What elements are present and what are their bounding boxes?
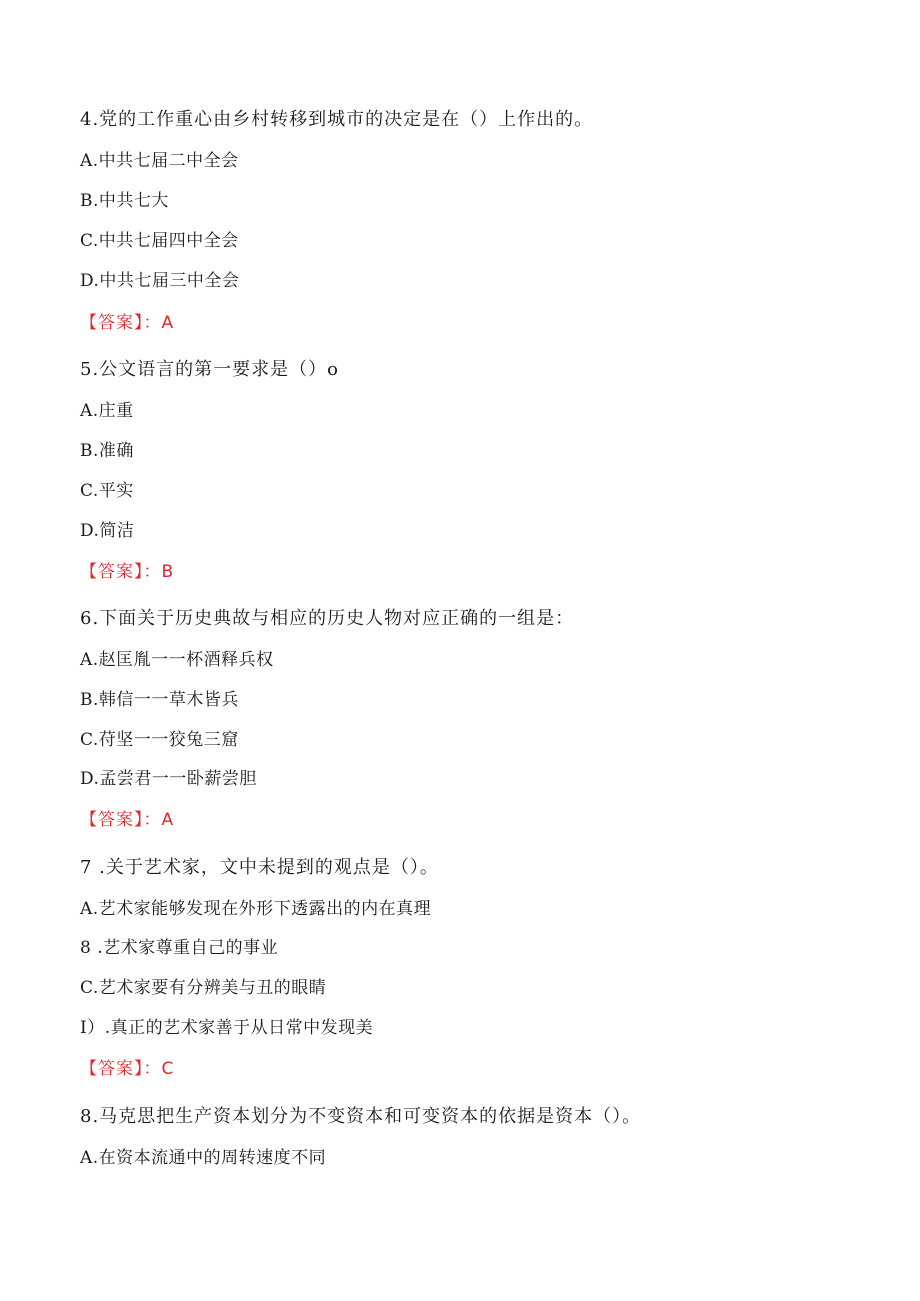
option-6b: B.韩信一一草木皆兵 <box>80 690 239 710</box>
option-6a: A.赵匡胤一一杯酒释兵权 <box>80 650 274 670</box>
answer-5: 【答案】：B <box>80 562 175 582</box>
answer-4: 【答案】：A <box>80 313 175 333</box>
question-7: 7 .关于艺术家，文中未提到的观点是（）。 <box>80 857 439 878</box>
option-5a: A.庄重 <box>80 401 134 421</box>
option-4a: A.中共七届二中全会 <box>80 151 239 171</box>
option-7b: 8 .艺术家尊重自己的事业 <box>80 938 279 958</box>
question-8: 8.马克思把生产资本划分为不变资本和可变资本的依据是资本（）。 <box>80 1106 642 1127</box>
option-5c: C.平实 <box>80 481 134 501</box>
answer-6: 【答案】：A <box>80 810 175 830</box>
option-7d: I）.真正的艺术家善于从日常中发现美 <box>80 1018 374 1038</box>
option-6c: C.苻坚一一狡兔三窟 <box>80 730 239 750</box>
question-5: 5.公文语言的第一要求是（）o <box>80 359 340 380</box>
option-4d: D.中共七届三中全会 <box>80 271 240 291</box>
option-7a: A.艺术家能够发现在外形下透露出的内在真理 <box>80 899 432 919</box>
answer-7: 【答案】：C <box>80 1059 175 1079</box>
option-5d: D.简洁 <box>80 521 135 541</box>
option-4b: B.中共七大 <box>80 191 169 211</box>
option-4c: C.中共七届四中全会 <box>80 231 239 251</box>
option-7c: C.艺术家要有分辨美与丑的眼睛 <box>80 978 327 998</box>
option-6d: D.孟尝君一一卧薪尝胆 <box>80 769 257 789</box>
question-4: 4.党的工作重心由乡村转移到城市的决定是在（）上作出的。 <box>80 109 594 130</box>
option-8a: A.在资本流通中的周转速度不同 <box>80 1148 327 1168</box>
option-5b: B.准确 <box>80 441 134 461</box>
question-6: 6.下面关于历史典故与相应的历史人物对应正确的一组是： <box>80 608 575 629</box>
